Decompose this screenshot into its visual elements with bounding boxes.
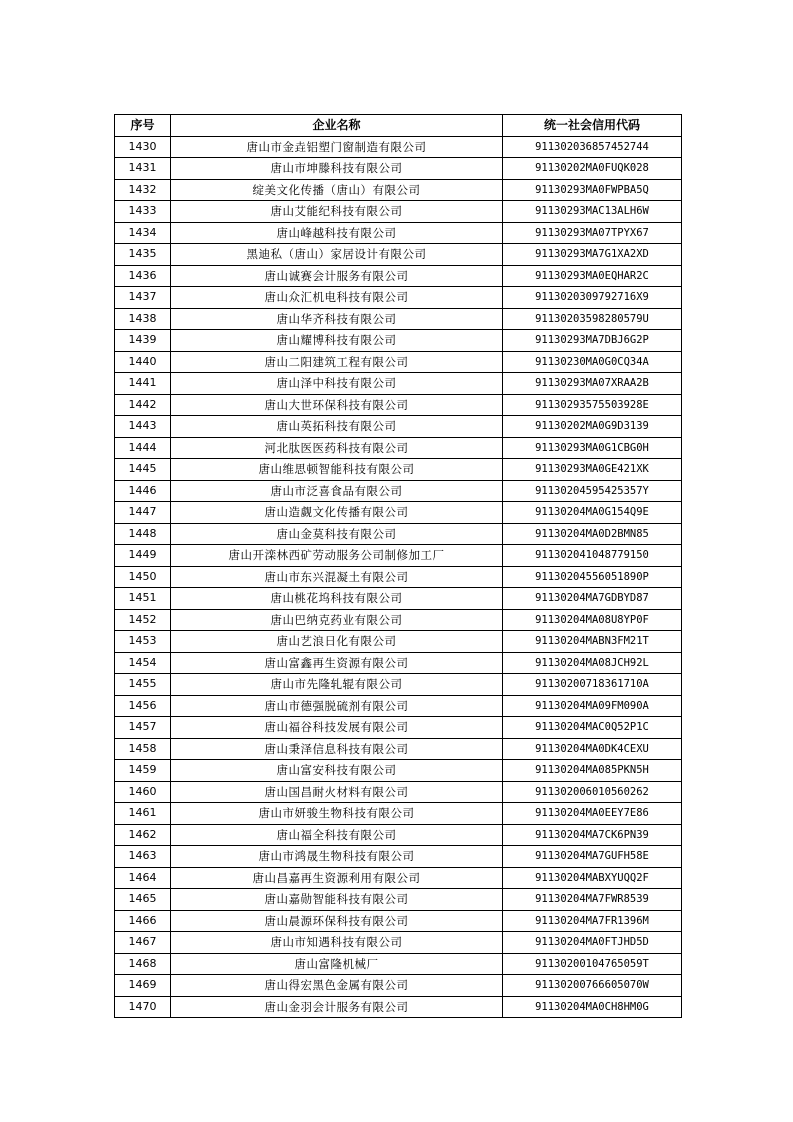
company-name-cell: 唐山富安科技有限公司 bbox=[171, 760, 503, 782]
company-name-cell: 唐山福全科技有限公司 bbox=[171, 824, 503, 846]
seq-cell: 1434 bbox=[115, 222, 171, 244]
credit-code-cell: 91130204MABN3FM21T bbox=[503, 631, 682, 653]
company-name-cell: 唐山市东兴混凝土有限公司 bbox=[171, 566, 503, 588]
table-row bbox=[115, 953, 682, 975]
company-name-cell: 唐山得宏黑色金属有限公司 bbox=[171, 975, 503, 997]
credit-code-cell: 91130293MA07TPYX67 bbox=[503, 222, 682, 244]
credit-code-cell: 91130293MA7DBJ6G2P bbox=[503, 330, 682, 352]
credit-code-cell: 91130293MA07XRAA2B bbox=[503, 373, 682, 395]
credit-code-cell: 91130293575503928E bbox=[503, 394, 682, 416]
company-name-cell: 唐山市泛喜食品有限公司 bbox=[171, 480, 503, 502]
credit-code-cell: 91130204MA0DK4CEXU bbox=[503, 738, 682, 760]
table-row bbox=[115, 330, 682, 352]
seq-cell: 1452 bbox=[115, 609, 171, 631]
company-name-cell: 唐山市德强脱硫剂有限公司 bbox=[171, 695, 503, 717]
seq-cell: 1438 bbox=[115, 308, 171, 330]
company-name-cell: 唐山秉泽信息科技有限公司 bbox=[171, 738, 503, 760]
seq-cell: 1470 bbox=[115, 996, 171, 1018]
table-row bbox=[115, 674, 682, 696]
credit-code-cell: 91130204556051890P bbox=[503, 566, 682, 588]
table-row bbox=[115, 222, 682, 244]
company-name-cell: 唐山桃花坞科技有限公司 bbox=[171, 588, 503, 610]
company-name-cell: 唐山艾能纪科技有限公司 bbox=[171, 201, 503, 223]
table-row bbox=[115, 545, 682, 567]
table-row bbox=[115, 932, 682, 954]
company-name-cell: 绽美文化传播（唐山）有限公司 bbox=[171, 179, 503, 201]
seq-cell: 1445 bbox=[115, 459, 171, 481]
company-name-cell: 唐山英拓科技有限公司 bbox=[171, 416, 503, 438]
credit-code-cell: 91130204MA085PKN5H bbox=[503, 760, 682, 782]
company-name-cell: 唐山市先隆轧辊有限公司 bbox=[171, 674, 503, 696]
company-name-cell: 唐山开滦林西矿劳动服务公司制修加工厂 bbox=[171, 545, 503, 567]
table-body bbox=[115, 136, 682, 1018]
credit-code-cell: 91130202MA0G9D3139 bbox=[503, 416, 682, 438]
seq-cell: 1451 bbox=[115, 588, 171, 610]
credit-code-cell: 91130200104765059T bbox=[503, 953, 682, 975]
table-row bbox=[115, 136, 682, 158]
header-name: 企业名称 bbox=[171, 115, 503, 137]
table-row bbox=[115, 265, 682, 287]
company-name-cell: 唐山市妍骏生物科技有限公司 bbox=[171, 803, 503, 825]
table-row bbox=[115, 652, 682, 674]
seq-cell: 1455 bbox=[115, 674, 171, 696]
seq-cell: 1458 bbox=[115, 738, 171, 760]
company-name-cell: 唐山诚赛会计服务有限公司 bbox=[171, 265, 503, 287]
seq-cell: 1442 bbox=[115, 394, 171, 416]
table-row bbox=[115, 781, 682, 803]
company-name-cell: 唐山艺浪日化有限公司 bbox=[171, 631, 503, 653]
credit-code-cell: 91130204MA0CH8HM0G bbox=[503, 996, 682, 1018]
credit-code-cell: 91130230MA0G0CQ34A bbox=[503, 351, 682, 373]
company-name-cell: 唐山泽中科技有限公司 bbox=[171, 373, 503, 395]
credit-code-cell: 91130293MA0EQHAR2C bbox=[503, 265, 682, 287]
table-row bbox=[115, 416, 682, 438]
table-row bbox=[115, 244, 682, 266]
seq-cell: 1447 bbox=[115, 502, 171, 524]
credit-code-cell: 91130293MAC13ALH6W bbox=[503, 201, 682, 223]
credit-code-cell: 91130204MA7GDBYD87 bbox=[503, 588, 682, 610]
credit-code-cell: 911302036857452744 bbox=[503, 136, 682, 158]
seq-cell: 1461 bbox=[115, 803, 171, 825]
table-row bbox=[115, 502, 682, 524]
company-name-cell: 唐山市鸿晟生物科技有限公司 bbox=[171, 846, 503, 868]
credit-code-cell: 91130204MA7GUFH58E bbox=[503, 846, 682, 868]
table-row bbox=[115, 609, 682, 631]
company-name-cell: 唐山金羽会计服务有限公司 bbox=[171, 996, 503, 1018]
table-row bbox=[115, 867, 682, 889]
company-name-cell: 唐山福谷科技发展有限公司 bbox=[171, 717, 503, 739]
company-name-cell: 唐山二阳建筑工程有限公司 bbox=[171, 351, 503, 373]
table-row bbox=[115, 437, 682, 459]
seq-cell: 1465 bbox=[115, 889, 171, 911]
credit-code-cell: 91130204MA0EEY7E86 bbox=[503, 803, 682, 825]
credit-code-cell: 91130204MA0D2BMN85 bbox=[503, 523, 682, 545]
seq-cell: 1437 bbox=[115, 287, 171, 309]
credit-code-cell: 91130204595425357Y bbox=[503, 480, 682, 502]
seq-cell: 1457 bbox=[115, 717, 171, 739]
credit-code-cell: 91130203598280579U bbox=[503, 308, 682, 330]
company-name-cell: 唐山华齐科技有限公司 bbox=[171, 308, 503, 330]
table-row bbox=[115, 717, 682, 739]
table-row bbox=[115, 287, 682, 309]
credit-code-cell: 91130200766605070W bbox=[503, 975, 682, 997]
seq-cell: 1436 bbox=[115, 265, 171, 287]
table-row bbox=[115, 308, 682, 330]
seq-cell: 1440 bbox=[115, 351, 171, 373]
table-header-row bbox=[115, 115, 682, 137]
enterprise-table bbox=[114, 114, 682, 1018]
seq-cell: 1433 bbox=[115, 201, 171, 223]
credit-code-cell: 91130204MA7FR1396M bbox=[503, 910, 682, 932]
company-name-cell: 唐山峰越科技有限公司 bbox=[171, 222, 503, 244]
company-name-cell: 黑迪私（唐山）家居设计有限公司 bbox=[171, 244, 503, 266]
table-row bbox=[115, 760, 682, 782]
credit-code-cell: 91130204MA7CK6PN39 bbox=[503, 824, 682, 846]
seq-cell: 1435 bbox=[115, 244, 171, 266]
seq-cell: 1468 bbox=[115, 953, 171, 975]
seq-cell: 1459 bbox=[115, 760, 171, 782]
seq-cell: 1446 bbox=[115, 480, 171, 502]
table-row bbox=[115, 910, 682, 932]
credit-code-cell: 91130293MA0G1CBG0H bbox=[503, 437, 682, 459]
credit-code-cell: 91130293MA0GE421XK bbox=[503, 459, 682, 481]
seq-cell: 1467 bbox=[115, 932, 171, 954]
company-name-cell: 唐山巴纳克药业有限公司 bbox=[171, 609, 503, 631]
credit-code-cell: 9113020309792716X9 bbox=[503, 287, 682, 309]
seq-cell: 1430 bbox=[115, 136, 171, 158]
header-code: 统一社会信用代码 bbox=[503, 115, 682, 137]
seq-cell: 1441 bbox=[115, 373, 171, 395]
credit-code-cell: 91130204MA0FTJHD5D bbox=[503, 932, 682, 954]
table-row bbox=[115, 373, 682, 395]
credit-code-cell: 91130204MA08U8YP0F bbox=[503, 609, 682, 631]
credit-code-cell: 911302006010560262 bbox=[503, 781, 682, 803]
seq-cell: 1453 bbox=[115, 631, 171, 653]
company-name-cell: 河北肽医医药科技有限公司 bbox=[171, 437, 503, 459]
credit-code-cell: 91130293MA0FWPBA5Q bbox=[503, 179, 682, 201]
credit-code-cell: 91130204MA09FM090A bbox=[503, 695, 682, 717]
company-name-cell: 唐山维思顿智能科技有限公司 bbox=[171, 459, 503, 481]
table-row bbox=[115, 803, 682, 825]
company-name-cell: 唐山大世环保科技有限公司 bbox=[171, 394, 503, 416]
credit-code-cell: 91130204MA0G154Q9E bbox=[503, 502, 682, 524]
seq-cell: 1439 bbox=[115, 330, 171, 352]
seq-cell: 1454 bbox=[115, 652, 171, 674]
table-row bbox=[115, 824, 682, 846]
table-row bbox=[115, 975, 682, 997]
table-row bbox=[115, 631, 682, 653]
seq-cell: 1469 bbox=[115, 975, 171, 997]
seq-cell: 1463 bbox=[115, 846, 171, 868]
company-name-cell: 唐山市金垚铝塑门窗制造有限公司 bbox=[171, 136, 503, 158]
company-name-cell: 唐山市坤滕科技有限公司 bbox=[171, 158, 503, 180]
seq-cell: 1464 bbox=[115, 867, 171, 889]
seq-cell: 1450 bbox=[115, 566, 171, 588]
credit-code-cell: 911302041048779150 bbox=[503, 545, 682, 567]
table-row bbox=[115, 523, 682, 545]
table-row bbox=[115, 158, 682, 180]
credit-code-cell: 91130202MA0FUQK028 bbox=[503, 158, 682, 180]
table-row bbox=[115, 394, 682, 416]
table-row bbox=[115, 738, 682, 760]
company-name-cell: 唐山国昌耐火材料有限公司 bbox=[171, 781, 503, 803]
credit-code-cell: 91130204MA08JCH92L bbox=[503, 652, 682, 674]
credit-code-cell: 91130204MABXYUQQ2F bbox=[503, 867, 682, 889]
seq-cell: 1466 bbox=[115, 910, 171, 932]
seq-cell: 1443 bbox=[115, 416, 171, 438]
company-name-cell: 唐山富隆机械厂 bbox=[171, 953, 503, 975]
header-seq: 序号 bbox=[115, 115, 171, 137]
company-name-cell: 唐山耀博科技有限公司 bbox=[171, 330, 503, 352]
table-row bbox=[115, 566, 682, 588]
credit-code-cell: 91130204MA7FWR8539 bbox=[503, 889, 682, 911]
table-row bbox=[115, 179, 682, 201]
table-row bbox=[115, 996, 682, 1018]
table-row bbox=[115, 889, 682, 911]
company-name-cell: 唐山晨源环保科技有限公司 bbox=[171, 910, 503, 932]
company-name-cell: 唐山众汇机电科技有限公司 bbox=[171, 287, 503, 309]
table-row bbox=[115, 459, 682, 481]
table-row bbox=[115, 695, 682, 717]
company-name-cell: 唐山昌嘉再生资源利用有限公司 bbox=[171, 867, 503, 889]
seq-cell: 1431 bbox=[115, 158, 171, 180]
seq-cell: 1448 bbox=[115, 523, 171, 545]
table-row bbox=[115, 588, 682, 610]
table-row bbox=[115, 201, 682, 223]
company-name-cell: 唐山嘉勋智能科技有限公司 bbox=[171, 889, 503, 911]
table-row bbox=[115, 480, 682, 502]
company-name-cell: 唐山富鑫再生资源有限公司 bbox=[171, 652, 503, 674]
seq-cell: 1444 bbox=[115, 437, 171, 459]
seq-cell: 1449 bbox=[115, 545, 171, 567]
credit-code-cell: 91130293MA7G1XA2XD bbox=[503, 244, 682, 266]
credit-code-cell: 91130200718361710A bbox=[503, 674, 682, 696]
company-name-cell: 唐山造觑文化传播有限公司 bbox=[171, 502, 503, 524]
seq-cell: 1456 bbox=[115, 695, 171, 717]
company-name-cell: 唐山市知遇科技有限公司 bbox=[171, 932, 503, 954]
credit-code-cell: 91130204MAC0Q52P1C bbox=[503, 717, 682, 739]
company-name-cell: 唐山金莫科技有限公司 bbox=[171, 523, 503, 545]
seq-cell: 1460 bbox=[115, 781, 171, 803]
table-row bbox=[115, 351, 682, 373]
seq-cell: 1462 bbox=[115, 824, 171, 846]
seq-cell: 1432 bbox=[115, 179, 171, 201]
table-row bbox=[115, 846, 682, 868]
